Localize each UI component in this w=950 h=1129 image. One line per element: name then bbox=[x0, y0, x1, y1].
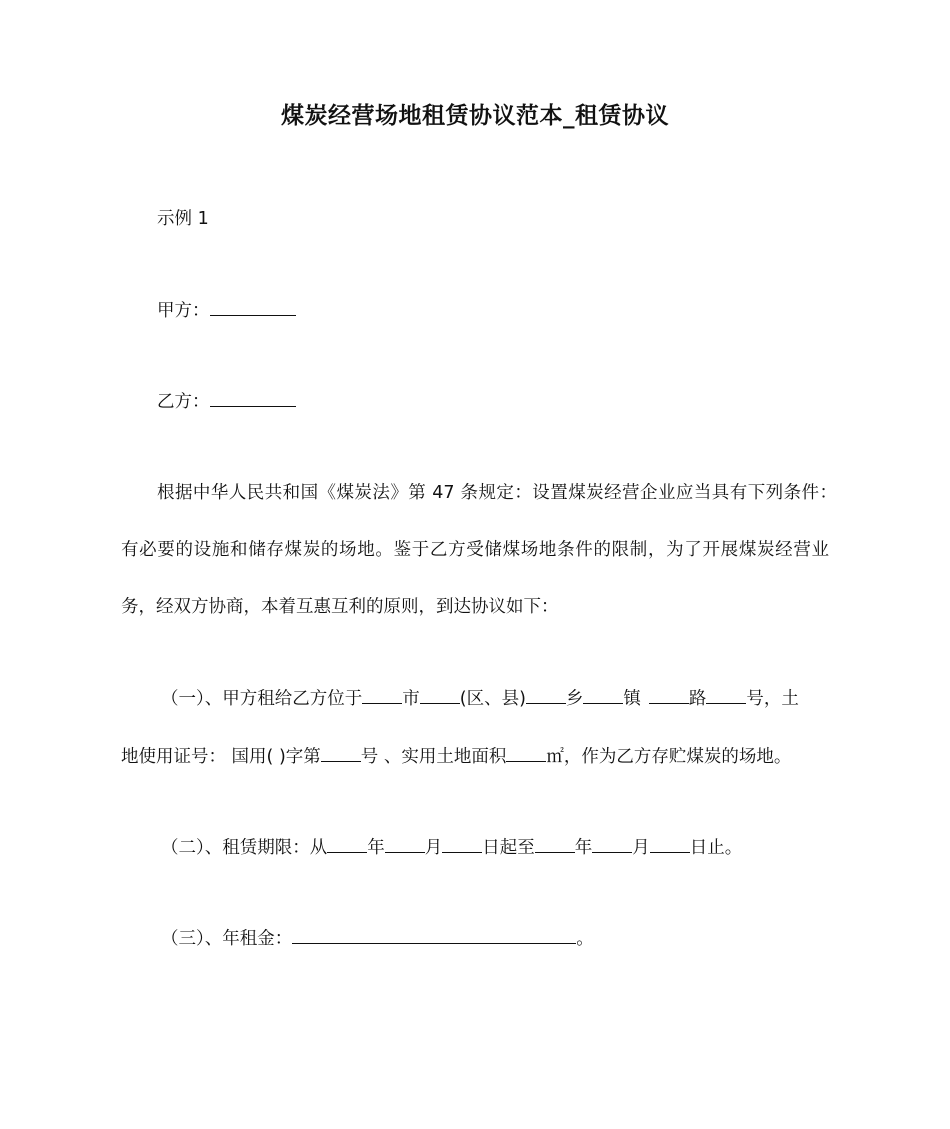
clause-1-land-cert: 地使用证号： 国用( )字第 bbox=[121, 747, 321, 767]
clause-2-month: 月 bbox=[424, 838, 443, 858]
party-a-blank bbox=[210, 298, 296, 316]
party-b-label: 乙方： bbox=[157, 392, 210, 412]
end-month-blank bbox=[592, 835, 632, 853]
end-day-blank bbox=[650, 835, 690, 853]
clause-3-end: 。 bbox=[576, 929, 594, 949]
start-day-blank bbox=[442, 835, 482, 853]
clause-1-purpose: ㎡，作为乙方存贮煤炭的场地。 bbox=[546, 747, 792, 767]
clause-1-line-1 bbox=[161, 686, 799, 711]
clause-3-text: （三）、年租金： bbox=[161, 929, 293, 949]
clause-1-town: 镇 bbox=[623, 689, 641, 709]
clause-2-end-year: 年 bbox=[574, 838, 593, 858]
party-b-line bbox=[157, 389, 296, 414]
township-blank bbox=[526, 686, 566, 704]
clause-1-line-2 bbox=[121, 744, 791, 769]
preamble-line-1: 根据中华人民共和国《煤炭法》第 47 条规定：设置煤炭经营企业应当具有下列条件： bbox=[157, 483, 837, 503]
road-blank bbox=[649, 686, 689, 704]
clause-2-day-to: 日起至 bbox=[482, 838, 535, 858]
clause-2-line bbox=[161, 835, 742, 860]
clause-1-text: （一）、甲方租给乙方位于 bbox=[161, 689, 363, 709]
preamble-line-2: 有必要的设施和储存煤炭的场地。鉴于乙方受储煤场地条件的限制，为了开展煤炭经营业 bbox=[121, 540, 829, 560]
cert-number-blank bbox=[321, 744, 361, 762]
clause-1-district: (区、县) bbox=[459, 689, 526, 709]
example-label: 示例 1 bbox=[157, 209, 209, 229]
annual-rent-blank bbox=[292, 926, 576, 944]
end-year-blank bbox=[535, 835, 575, 853]
clause-1-area-label: 号 、实用土地面积 bbox=[360, 747, 507, 767]
start-year-blank bbox=[327, 835, 367, 853]
party-a-label: 甲方： bbox=[157, 301, 210, 321]
town-blank bbox=[583, 686, 623, 704]
clause-1-city: 市 bbox=[402, 689, 420, 709]
clause-2-text: （二）、租赁期限：从 bbox=[161, 838, 328, 858]
clause-1-number: 号，土 bbox=[746, 689, 799, 709]
city-blank bbox=[362, 686, 402, 704]
clause-3-line bbox=[161, 926, 594, 951]
party-a-line bbox=[157, 298, 296, 323]
clause-1-road: 路 bbox=[688, 689, 707, 709]
clause-2-end-month: 月 bbox=[632, 838, 650, 858]
clause-2-end: 日止。 bbox=[689, 838, 743, 858]
clause-1-township: 乡 bbox=[565, 689, 584, 709]
number-blank bbox=[706, 686, 746, 704]
district-blank bbox=[420, 686, 460, 704]
preamble-line-3: 务，经双方协商，本着互惠互利的原则，到达协议如下： bbox=[121, 597, 559, 617]
document-title: 煤炭经营场地租赁协议范本_租赁协议 bbox=[281, 103, 669, 129]
start-month-blank bbox=[385, 835, 425, 853]
area-blank bbox=[506, 744, 546, 762]
clause-2-year: 年 bbox=[367, 838, 385, 858]
party-b-blank bbox=[210, 389, 296, 407]
